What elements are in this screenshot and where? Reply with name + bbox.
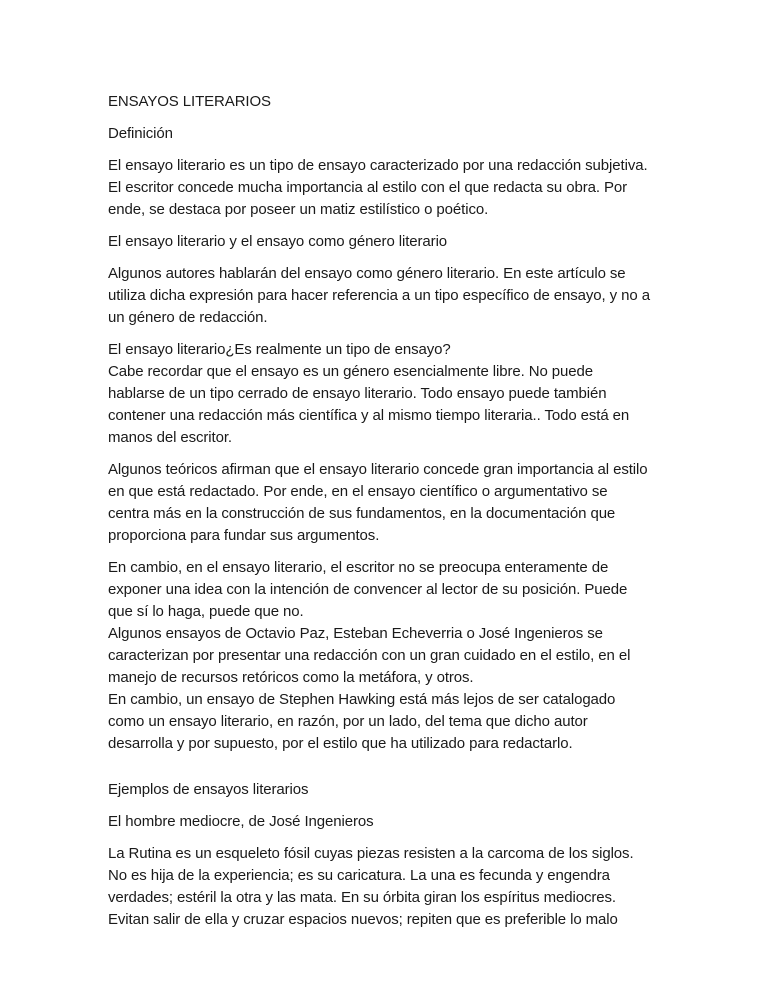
document-title xyxy=(108,91,688,113)
text-line: verdades; estéril la otra y las mata. En su órbita giran los espíritus mediocres. xyxy=(108,889,616,906)
text-line: manos del escritor. xyxy=(108,429,232,446)
paragraph xyxy=(108,231,688,253)
text-line: caracterizan por presentar una redacción con un gran cuidado en el estilo, en el xyxy=(108,647,631,664)
text-line: En cambio, un ensayo de Stephen Hawking está más lejos de ser catalogado xyxy=(108,691,616,708)
text-line: Algunos autores hablarán del ensayo como género literario. En este artículo se xyxy=(108,265,626,282)
text-line: El ensayo literario y el ensayo como género literario xyxy=(108,233,448,250)
paragraph xyxy=(108,843,688,931)
text-line: No es hija de la experiencia; es su caricatura. La una es fecunda y engendra xyxy=(108,867,610,884)
text-line: Algunos ensayos de Octavio Paz, Esteban Echeverria o José Ingenieros se xyxy=(108,625,603,642)
text-line: desarrolla y por supuesto, por el estilo que ha utilizado para redactarlo. xyxy=(108,735,573,752)
text-line: contener una redacción más científica y al mismo tiempo literaria.. Todo está en xyxy=(108,407,630,424)
document-page xyxy=(108,91,688,941)
text-line: Definición xyxy=(108,125,173,142)
text-line: un género de redacción. xyxy=(108,309,268,326)
text-line: manejo de recursos retóricos como la metáfora, y otros. xyxy=(108,669,474,686)
paragraph xyxy=(108,779,688,801)
text-line: En cambio, en el ensayo literario, el escritor no se preocupa enteramente de xyxy=(108,559,609,576)
text-line: El ensayo literario¿Es realmente un tipo de ensayo? xyxy=(108,341,451,358)
text-line: El ensayo literario es un tipo de ensayo caracterizado por una redacción subjetiva. xyxy=(108,157,648,174)
paragraph xyxy=(108,339,688,449)
paragraph xyxy=(108,123,688,145)
text-line: Cabe recordar que el ensayo es un género esencialmente libre. No puede xyxy=(108,363,593,380)
text-line: hablarse de un tipo cerrado de ensayo literario. Todo ensayo puede también xyxy=(108,385,607,402)
paragraph xyxy=(108,155,688,221)
text-line: que sí lo haga, puede que no. xyxy=(108,603,304,620)
text-line: proporciona para fundar sus argumentos. xyxy=(108,527,380,544)
paragraph xyxy=(108,459,688,547)
text-line: ende, se destaca por poseer un matiz estilístico o poético. xyxy=(108,201,489,218)
text-line: utiliza dicha expresión para hacer referencia a un tipo específico de ensayo, y no a xyxy=(108,287,650,304)
text-line: Ejemplos de ensayos literarios xyxy=(108,781,309,798)
text-line: ENSAYOS LITERARIOS xyxy=(108,93,271,110)
text-line: Evitan salir de ella y cruzar espacios nuevos; repiten que es preferible lo malo xyxy=(108,911,618,928)
text-line: centra más en la construcción de sus fundamentos, en la documentación que xyxy=(108,505,616,522)
text-line: exponer una idea con la intención de convencer al lector de su posición. Puede xyxy=(108,581,628,598)
text-line: El hombre mediocre, de José Ingenieros xyxy=(108,813,374,830)
paragraph xyxy=(108,263,688,329)
text-line: como un ensayo literario, en razón, por un lado, del tema que dicho autor xyxy=(108,713,588,730)
text-line: Algunos teóricos afirman que el ensayo literario concede gran importancia al estilo xyxy=(108,461,648,478)
paragraph xyxy=(108,557,688,755)
text-line: La Rutina es un esqueleto fósil cuyas piezas resisten a la carcoma de los siglos. xyxy=(108,845,634,862)
text-line: en que está redactado. Por ende, en el ensayo científico o argumentativo se xyxy=(108,483,608,500)
text-line: El escritor concede mucha importancia al estilo con el que redacta su obra. Por xyxy=(108,179,628,196)
paragraph xyxy=(108,811,688,833)
